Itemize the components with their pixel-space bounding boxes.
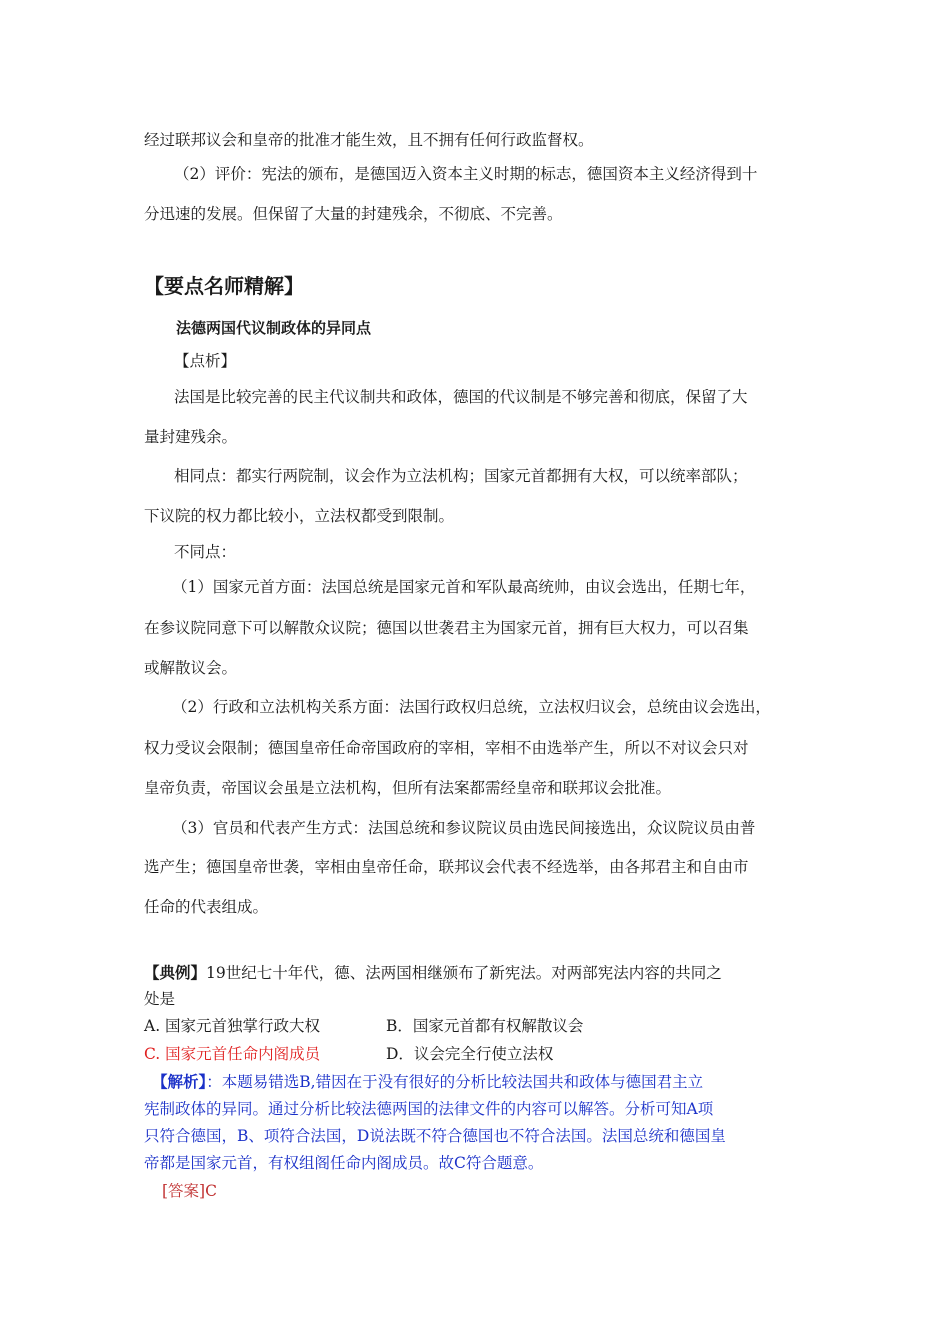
evaluation-line-1: （2）评价：宪法的颁布，是德国迈入资本主义时期的标志，德国资本主义经济得到十 bbox=[174, 165, 758, 183]
point-2-line-2: 权力受议会限制；德国皇帝任命帝国政府的宰相，宰相不由选举产生，所以不对议会只对 bbox=[144, 739, 749, 757]
example-title: 【典例】 bbox=[144, 964, 207, 982]
intro-line: 经过联邦议会和皇帝的批准才能生效，且不拥有任何行政监督权。 bbox=[144, 131, 594, 149]
evaluation-line-2: 分迅速的发展。但保留了大量的封建残余，不彻底、不完善。 bbox=[144, 205, 563, 223]
analysis-text-1: ：本题易错选B,错因在于没有很好的分析比较法国共和政体与德国君主立 bbox=[206, 1073, 704, 1091]
analysis-line-2: 宪制政体的异同。通过分析比较法德两国的法律文件的内容可以解答。分析可知A项 bbox=[144, 1100, 714, 1118]
paragraph-1-line-1: 法国是比较完善的民主代议制共和政体，德国的代议制是不够完善和彻底，保留了大 bbox=[174, 388, 748, 406]
example-stem-text: 19世纪七十年代，德、法两国相继颁布了新宪法。对两部宪法内容的共同之 bbox=[206, 964, 722, 982]
similarities-line-1: 相同点：都实行两院制，议会作为立法机构；国家元首都拥有大权，可以统率部队； bbox=[174, 467, 748, 485]
example-stem-line-1 bbox=[144, 963, 722, 983]
differences-label: 不同点： bbox=[174, 543, 237, 561]
option-a: A. 国家元首独掌行政大权 bbox=[144, 1017, 321, 1035]
section-subheading: 法德两国代议制政体的异同点 bbox=[176, 319, 372, 337]
paragraph-1-line-2: 量封建残余。 bbox=[144, 428, 238, 446]
option-c: C. 国家元首任命内阁成员 bbox=[144, 1045, 321, 1063]
option-d: D．议会完全行使立法权 bbox=[386, 1045, 554, 1063]
example-stem-line-2: 处是 bbox=[144, 990, 176, 1008]
analysis-tag: 【点析】 bbox=[174, 352, 237, 370]
section-heading: 【要点名师精解】 bbox=[144, 274, 304, 298]
point-3-line-2: 选产生；德国皇帝世袭，宰相由皇帝任命，联邦议会代表不经选举，由各邦君主和自由市 bbox=[144, 858, 749, 876]
analysis-line-4: 帝都是国家元首，有权组阁任命内阁成员。故C符合题意。 bbox=[144, 1154, 544, 1172]
point-2-line-3: 皇帝负责，帝国议会虽是立法机构，但所有法案都需经皇帝和联邦议会批准。 bbox=[144, 779, 672, 797]
option-b: B．国家元首都有权解散议会 bbox=[386, 1017, 584, 1035]
analysis-line-3: 只符合德国，B、项符合法国，D说法既不符合德国也不符合法国。法国总统和德国皇 bbox=[144, 1127, 726, 1145]
point-3-line-3: 任命的代表组成。 bbox=[144, 898, 269, 916]
similarities-line-2: 下议院的权力都比较小，立法权都受到限制。 bbox=[144, 507, 455, 525]
analysis-line-1 bbox=[152, 1072, 703, 1092]
point-1-line-3: 或解散议会。 bbox=[144, 659, 238, 677]
point-1-line-2: 在参议院同意下可以解散众议院；德国以世袭君主为国家元首，拥有巨大权力，可以召集 bbox=[144, 619, 749, 637]
point-1-line-1: （1）国家元首方面：法国总统是国家元首和军队最高统帅，由议会选出，任期七年， bbox=[172, 578, 756, 596]
analysis-label: 【解析】 bbox=[152, 1073, 207, 1091]
answer: [答案]C bbox=[162, 1182, 217, 1200]
point-3-line-1: （3）官员和代表产生方式：法国总统和参议院议员由选民间接选出，众议院议员由普 bbox=[172, 819, 756, 837]
point-2-line-1: （2）行政和立法机构关系方面：法国行政权归总统，立法权归议会，总统由议会选出， bbox=[172, 698, 771, 716]
